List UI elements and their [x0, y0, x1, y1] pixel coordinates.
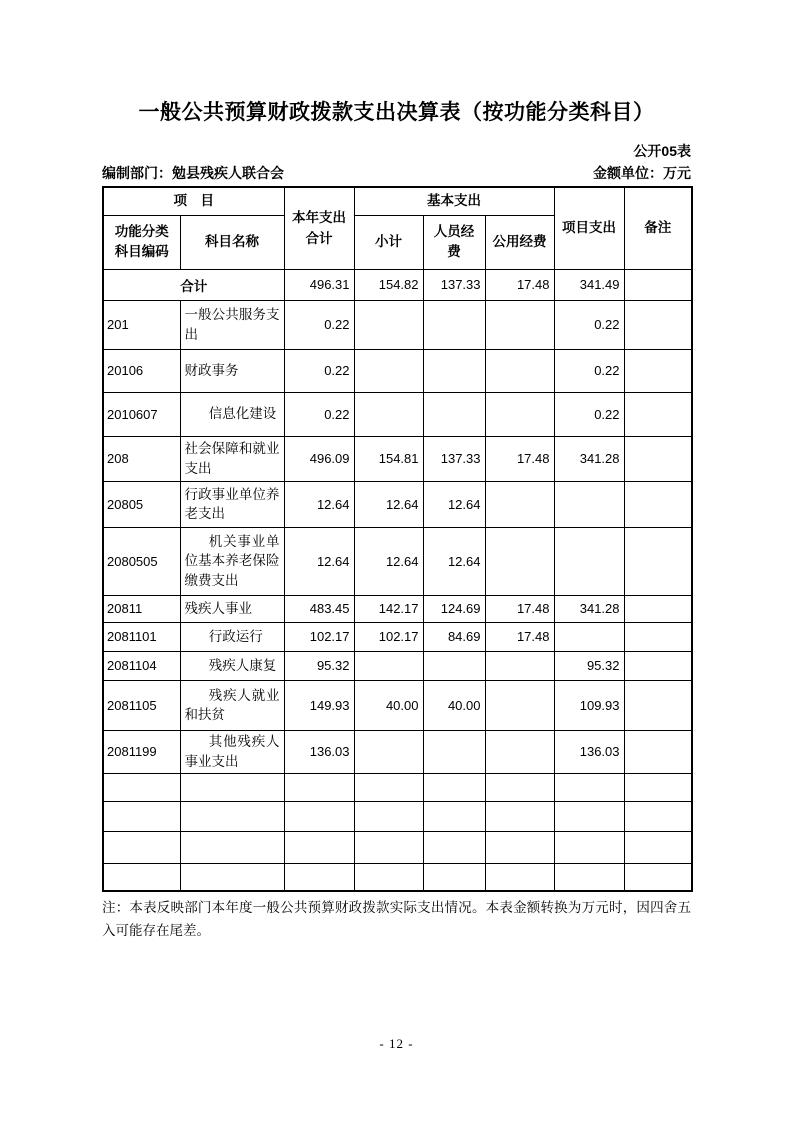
cell-subject-name: 行政运行: [180, 622, 284, 651]
cell-subtotal: 12.64: [354, 527, 423, 595]
table-row: [103, 300, 692, 349]
table-row: [103, 436, 692, 481]
cell-personnel-expense: [423, 773, 485, 801]
cell-personnel-expense: [423, 831, 485, 863]
cell-remarks: [624, 349, 692, 392]
cell-project-expense: [554, 527, 624, 595]
total-subtotal: 154.82: [354, 269, 423, 300]
cell-function-code: 2081105: [103, 680, 180, 730]
cell-personnel-expense: [423, 651, 485, 680]
header-remarks: 备注: [624, 187, 692, 269]
table-row: [103, 392, 692, 436]
header-function-code: 功能分类科目编码: [103, 215, 180, 269]
cell-remarks: [624, 680, 692, 730]
cell-subject-name: 信息化建设: [180, 392, 284, 436]
cell-project-expense: 109.93: [554, 680, 624, 730]
cell-function-code: [103, 831, 180, 863]
cell-personnel-expense: 40.00: [423, 680, 485, 730]
cell-public-expense: [485, 527, 554, 595]
cell-annual-total: 136.03: [284, 730, 354, 773]
footnote: 注：本表反映部门本年度一般公共预算财政拨款实际支出情况。本表金额转换为万元时，因四舍五入可能存在尾差。: [102, 900, 691, 939]
cell-project-expense: 0.22: [554, 349, 624, 392]
table-row: [103, 527, 692, 595]
header-annual-total: 本年支出合计: [284, 187, 354, 269]
cell-public-expense: 17.48: [485, 622, 554, 651]
total-public: 17.48: [485, 269, 554, 300]
cell-project-expense: 136.03: [554, 730, 624, 773]
cell-remarks: [624, 730, 692, 773]
cell-personnel-expense: [423, 392, 485, 436]
cell-remarks: [624, 300, 692, 349]
cell-public-expense: [485, 481, 554, 527]
cell-annual-total: 0.22: [284, 300, 354, 349]
cell-remarks: [624, 831, 692, 863]
cell-function-code: 2081104: [103, 651, 180, 680]
page-content: [102, 0, 691, 943]
header-row-1: [103, 187, 692, 215]
table-row: [103, 349, 692, 392]
cell-personnel-expense: [423, 863, 485, 891]
cell-subtotal: 142.17: [354, 595, 423, 622]
cell-subtotal: [354, 300, 423, 349]
cell-subject-name: 残疾人就业和扶贫: [180, 680, 284, 730]
cell-function-code: 2010607: [103, 392, 180, 436]
table-row: [103, 481, 692, 527]
cell-annual-total: [284, 863, 354, 891]
cell-subtotal: 12.64: [354, 481, 423, 527]
cell-public-expense: [485, 863, 554, 891]
cell-project-expense: 95.32: [554, 651, 624, 680]
prepared-by-label: 编制部门：勉县残疾人联合会: [102, 165, 284, 182]
cell-subtotal: [354, 831, 423, 863]
cell-annual-total: 12.64: [284, 527, 354, 595]
cell-project-expense: 341.28: [554, 595, 624, 622]
cell-subject-name: [180, 773, 284, 801]
cell-remarks: [624, 651, 692, 680]
cell-function-code: [103, 801, 180, 831]
cell-project-expense: [554, 481, 624, 527]
cell-remarks: [624, 773, 692, 801]
header-subject-name: 科目名称: [180, 215, 284, 269]
table-row: [103, 595, 692, 622]
cell-remarks: [624, 527, 692, 595]
cell-subject-name: 机关事业单位基本养老保险缴费支出: [180, 527, 284, 595]
table-row: [103, 730, 692, 773]
page-number: - 12 -: [379, 1036, 414, 1051]
cell-project-expense: 341.28: [554, 436, 624, 481]
cell-public-expense: 17.48: [485, 436, 554, 481]
cell-subject-name: 行政事业单位养老支出: [180, 481, 284, 527]
cell-public-expense: [485, 831, 554, 863]
table-row: [103, 651, 692, 680]
cell-annual-total: 102.17: [284, 622, 354, 651]
cell-annual-total: 149.93: [284, 680, 354, 730]
cell-annual-total: 496.09: [284, 436, 354, 481]
cell-personnel-expense: 137.33: [423, 436, 485, 481]
cell-project-expense: [554, 773, 624, 801]
total-personnel: 137.33: [423, 269, 485, 300]
grand-total-row: [103, 269, 692, 300]
cell-project-expense: [554, 831, 624, 863]
header-subtotal: 小计: [354, 215, 423, 269]
cell-subtotal: [354, 349, 423, 392]
cell-subject-name: 残疾人康复: [180, 651, 284, 680]
cell-remarks: [624, 801, 692, 831]
cell-personnel-expense: [423, 730, 485, 773]
table-row: [103, 680, 692, 730]
cell-personnel-expense: [423, 349, 485, 392]
cell-personnel-expense: [423, 801, 485, 831]
header-public-expense: 公用经费: [485, 215, 554, 269]
meta-row: [102, 163, 691, 183]
cell-public-expense: [485, 730, 554, 773]
expenditure-table: [102, 186, 693, 892]
header-basic-group: 基本支出: [354, 187, 554, 215]
cell-annual-total: 12.64: [284, 481, 354, 527]
cell-remarks: [624, 436, 692, 481]
total-project: 341.49: [554, 269, 624, 300]
cell-subtotal: [354, 651, 423, 680]
cell-annual-total: [284, 773, 354, 801]
cell-subtotal: [354, 773, 423, 801]
cell-subtotal: [354, 863, 423, 891]
cell-subtotal: [354, 392, 423, 436]
cell-project-expense: [554, 863, 624, 891]
cell-function-code: 20106: [103, 349, 180, 392]
cell-subject-name: 财政事务: [180, 349, 284, 392]
table-row: [103, 622, 692, 651]
cell-public-expense: [485, 300, 554, 349]
cell-subject-name: 社会保障和就业支出: [180, 436, 284, 481]
cell-public-expense: [485, 392, 554, 436]
cell-public-expense: [485, 680, 554, 730]
cell-public-expense: [485, 349, 554, 392]
cell-personnel-expense: 124.69: [423, 595, 485, 622]
cell-function-code: 20805: [103, 481, 180, 527]
total-label: 合计: [103, 269, 284, 300]
cell-remarks: [624, 392, 692, 436]
total-annual: 496.31: [284, 269, 354, 300]
cell-public-expense: 17.48: [485, 595, 554, 622]
cell-subtotal: 40.00: [354, 680, 423, 730]
cell-public-expense: [485, 801, 554, 831]
cell-subtotal: 102.17: [354, 622, 423, 651]
cell-project-expense: [554, 622, 624, 651]
cell-subject-name: [180, 831, 284, 863]
cell-function-code: 20811: [103, 595, 180, 622]
cell-subject-name: [180, 801, 284, 831]
cell-project-expense: [554, 801, 624, 831]
cell-project-expense: 0.22: [554, 392, 624, 436]
cell-remarks: [624, 622, 692, 651]
cell-function-code: [103, 773, 180, 801]
header-personnel-expense: 人员经费: [423, 215, 485, 269]
cell-remarks: [624, 595, 692, 622]
empty-table-row: [103, 831, 692, 863]
cell-annual-total: [284, 831, 354, 863]
cell-function-code: 2081199: [103, 730, 180, 773]
amount-unit-label: 金额单位：万元: [593, 165, 691, 182]
cell-remarks: [624, 863, 692, 891]
cell-annual-total: 0.22: [284, 392, 354, 436]
cell-function-code: 2081101: [103, 622, 180, 651]
empty-table-row: [103, 863, 692, 891]
table-number: 公开05表: [633, 143, 691, 160]
cell-annual-total: 95.32: [284, 651, 354, 680]
cell-personnel-expense: 12.64: [423, 527, 485, 595]
cell-personnel-expense: [423, 300, 485, 349]
cell-subject-name: [180, 863, 284, 891]
cell-remarks: [624, 481, 692, 527]
cell-public-expense: [485, 773, 554, 801]
cell-function-code: 208: [103, 436, 180, 481]
cell-function-code: [103, 863, 180, 891]
cell-subject-name: 其他残疾人事业支出: [180, 730, 284, 773]
total-note: [624, 269, 692, 300]
cell-subtotal: [354, 801, 423, 831]
header-project-expense: 项目支出: [554, 187, 624, 269]
cell-personnel-expense: 84.69: [423, 622, 485, 651]
cell-annual-total: 483.45: [284, 595, 354, 622]
empty-table-row: [103, 773, 692, 801]
cell-annual-total: [284, 801, 354, 831]
cell-function-code: 2080505: [103, 527, 180, 595]
empty-table-row: [103, 801, 692, 831]
cell-subtotal: [354, 730, 423, 773]
cell-personnel-expense: 12.64: [423, 481, 485, 527]
cell-subtotal: 154.81: [354, 436, 423, 481]
cell-annual-total: 0.22: [284, 349, 354, 392]
page-title: 一般公共预算财政拨款支出决算表（按功能分类科目）: [138, 101, 655, 124]
cell-subject-name: 残疾人事业: [180, 595, 284, 622]
cell-project-expense: 0.22: [554, 300, 624, 349]
header-item-group: 项 目: [103, 187, 284, 215]
cell-function-code: 201: [103, 300, 180, 349]
cell-public-expense: [485, 651, 554, 680]
cell-subject-name: 一般公共服务支出: [180, 300, 284, 349]
